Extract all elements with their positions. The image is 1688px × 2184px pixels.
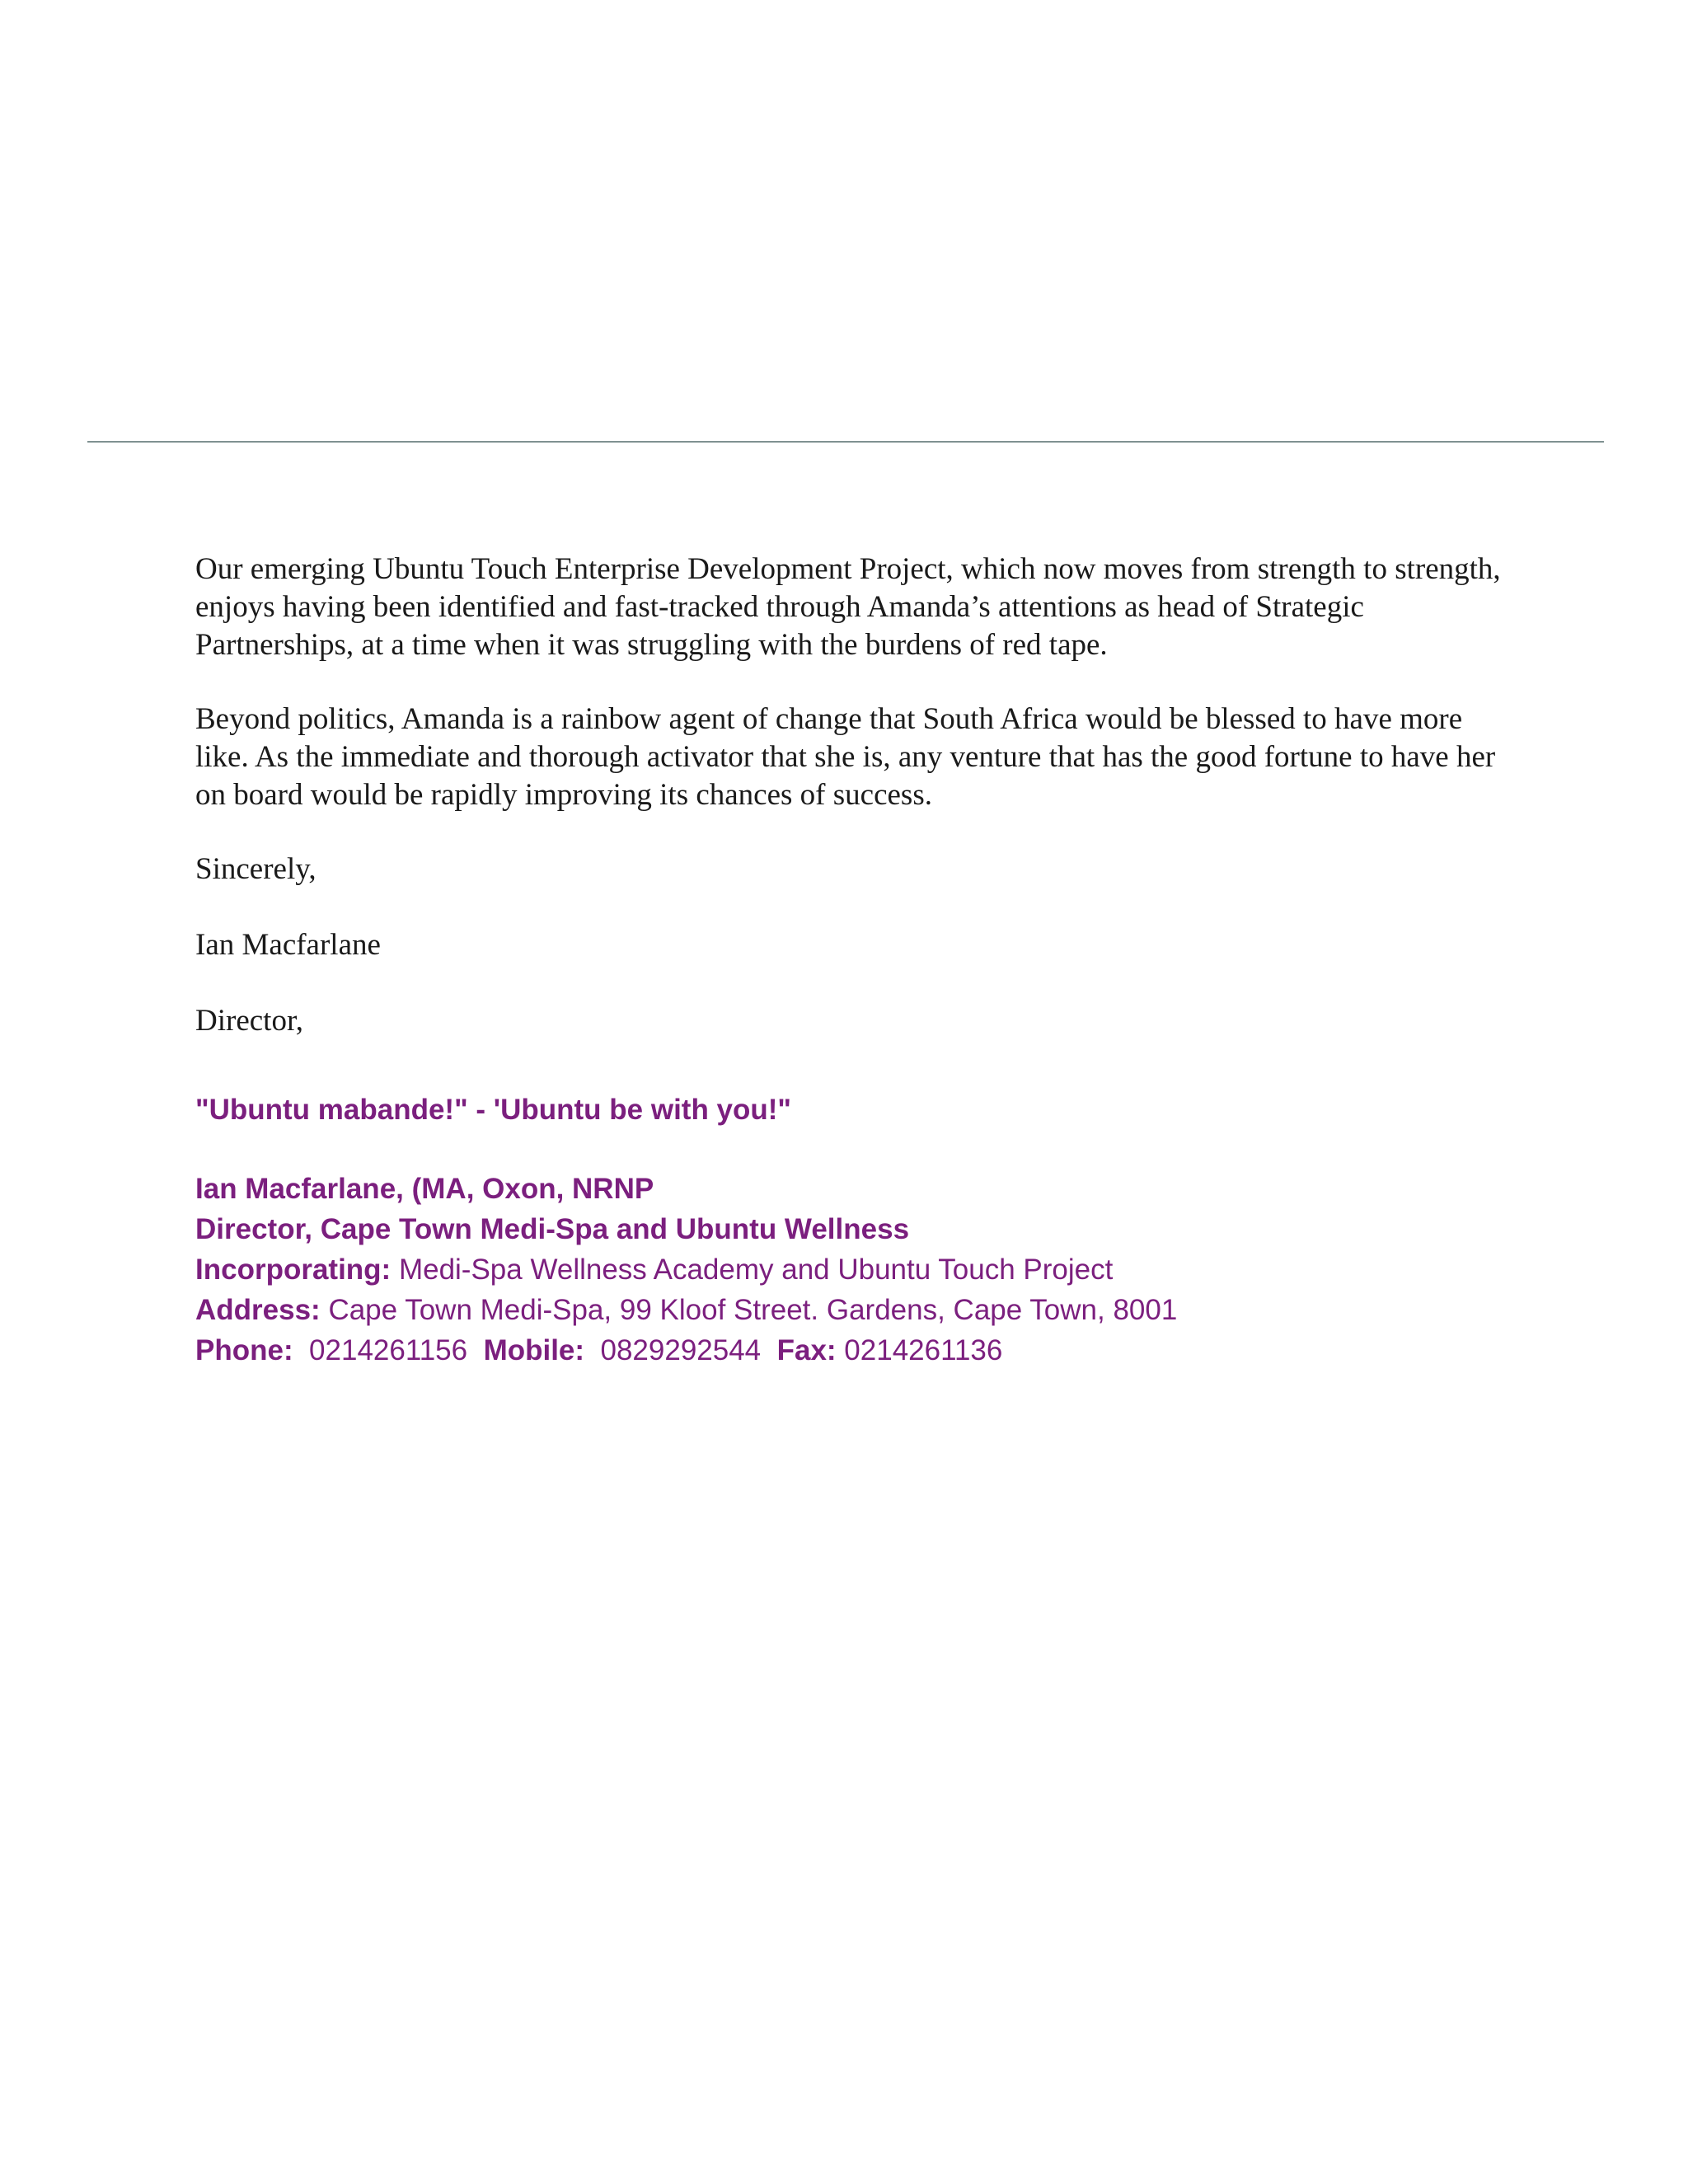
mobile-label: Mobile: xyxy=(483,1334,585,1366)
incorporating-value: Medi-Spa Wellness Academy and Ubuntu Touch Project xyxy=(391,1254,1114,1286)
signature-role: Director, Cape Town Medi-Spa and Ubuntu Wellness xyxy=(195,1213,910,1245)
address-value: Cape Town Medi-Spa, 99 Kloof Street. Gardens, Cape Town, 8001 xyxy=(320,1294,1178,1326)
paragraph-1: Our emerging Ubuntu Touch Enterprise Development Project, which now moves from strength to strength, enjoys having been identified and fast-tracked through Amanda’s attentions as head of Strategic Partnerships, at a time when it was struggling with the burdens of red tape. xyxy=(195,552,1501,662)
email-signature xyxy=(195,1090,1514,1371)
signature-incorporating xyxy=(195,1249,1514,1290)
phone-label: Phone: xyxy=(195,1334,293,1366)
signature-motto: "Ubuntu mabande!" - 'Ubuntu be with you!" xyxy=(195,1094,792,1126)
signer-title: Director, xyxy=(195,1004,304,1038)
fax-value: 0214261136 xyxy=(836,1334,1003,1366)
signer-name: Ian Macfarlane xyxy=(195,928,381,962)
fax-label: Fax: xyxy=(776,1334,837,1366)
letter-body xyxy=(195,551,1514,1078)
phone-value: 0214261156 xyxy=(293,1334,484,1366)
paragraph-2: Beyond politics, Amanda is a rainbow agent of change that South Africa would be blessed to have more like. As the immediate and thorough activator that she is, any venture that has the good fortune to have her on board would be rapidly improving its chances of success. xyxy=(195,702,1496,812)
signature-address xyxy=(195,1290,1514,1330)
mobile-value: 0829292544 xyxy=(584,1334,777,1366)
header-divider xyxy=(87,441,1604,443)
signature-contacts xyxy=(195,1330,1514,1371)
incorporating-label: Incorporating: xyxy=(195,1254,392,1286)
address-label: Address: xyxy=(195,1294,321,1326)
signature-name: Ian Macfarlane, (MA, Oxon, NRNP xyxy=(195,1173,654,1205)
closing: Sincerely, xyxy=(195,852,316,886)
